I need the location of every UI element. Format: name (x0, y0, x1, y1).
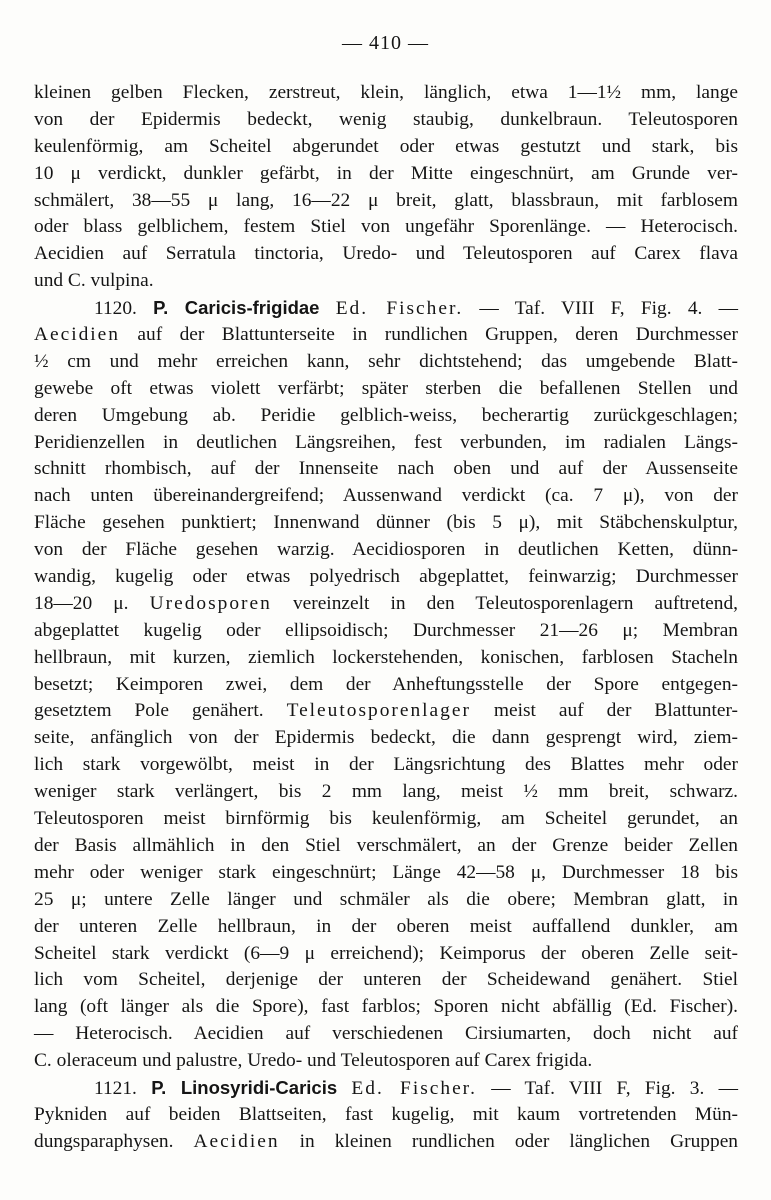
text-line: kleinen gelben Flecken, zerstreut, klein, länglich, etwa 1—1½ mm, lange (34, 82, 738, 103)
text-line: deren Umgebung ab. Peridie gelblich-weiss, becherartig zurückgeschlagen; (34, 404, 738, 426)
text-line: Aecidien auf der Blattunterseite in rundlichen Gruppen, deren Durchmesser (34, 324, 738, 346)
text-line: oder blass gelblichem, festem Stiel von ungefähr Sporenlänge. — Heterocisch. (34, 216, 738, 238)
text-line: wandig, kugelig oder etwas polyedrisch abgeplattet, feinwarzig; Durchmesser (34, 566, 738, 588)
text-line: C. oleraceum und palustre, Uredo- und Teleutosporen auf Carex frigida. (34, 1050, 593, 1072)
text-line: Aecidien auf Serratula tinctoria, Uredo- und Teleutosporen auf Carex flava (34, 243, 738, 265)
text-line: hellbraun, mit kurzen, ziemlich lockerstehenden, konischen, farblosen Stacheln (34, 646, 738, 668)
plate-reference: — Taf. VIII F, Fig. 4. — (479, 298, 738, 320)
text-line: lang (oft länger als die Spore), fast farblos; Sporen nicht abfällig (Ed. Fischer). (34, 996, 738, 1018)
text-line: besetzt; Keimporen zwei, dem der Anheftungsstelle der Spore entgegen- (34, 673, 738, 695)
term-aecidien: Aecidien (34, 324, 120, 346)
text-line: von der Epidermis bedeckt, wenig staubig, dunkelbraun. Teleutosporen (34, 108, 738, 130)
entry-1121-heading (34, 1075, 738, 1102)
text-line: 18—20 μ. Uredosporen vereinzelt in den Teleutosporenlagern auftretend, (34, 592, 739, 614)
text-line: nach unten übereinandergreifend; Aussenwand verdickt (ca. 7 μ), von der (34, 485, 738, 507)
entry-number: 1121. (94, 1077, 137, 1099)
text-line: — Heterocisch. Aecidien auf verschiedenen Cirsiumarten, doch nicht auf (34, 1023, 738, 1045)
body-text (34, 80, 738, 1156)
text-line: ½ cm und mehr erreichen kann, sehr dichtstehend; das umgebende Blatt- (34, 350, 738, 372)
entry-1120-heading (34, 295, 738, 322)
plate-reference: — Taf. VIII F, Fig. 3. — (491, 1077, 738, 1099)
text-line: und C. vulpina. (34, 270, 154, 292)
term-teleutosporenlager: Teleutosporenlager (286, 700, 471, 722)
text-line: schnitt rhombisch, auf der Innenseite nach oben und auf der Aussenseite (34, 458, 738, 480)
text-line: der Basis allmählich in den Stiel verschmälert, an der Grenze beider Zellen (34, 834, 738, 856)
text-line: mehr oder weniger stark eingeschnürt; Länge 42—58 μ, Durchmesser 18 bis (34, 861, 738, 883)
term-uredosporen: Uredosporen (149, 592, 272, 614)
text-line: schmälert, 38—55 μ lang, 16—22 μ breit, glatt, blassbraun, mit farblosem (34, 189, 738, 211)
entry-number: 1120. (94, 298, 137, 320)
species-name: P. Caricis-frigidae (153, 297, 320, 319)
species-name: P. Linosyridi-Caricis (151, 1076, 338, 1098)
text-line: von der Fläche gesehen warzig. Aecidiosporen in deutlichen Ketten, dünn- (34, 539, 738, 561)
text-line: Peridienzellen in deutlichen Längsreihen, fest verbunden, im radialen Längs- (34, 431, 738, 453)
text-line: gewebe oft etwas violett verfärbt; später sterben die befallenen Stellen und (34, 377, 738, 399)
page-number: — 410 — (342, 32, 429, 54)
text-line: lich vom Scheitel, derjenige der unteren der Scheidewand genähert. Stiel (34, 969, 738, 991)
text-line: keulenförmig, am Scheitel abgerundet oder etwas gestutzt und stark, bis (34, 135, 738, 157)
text-line: 25 μ; untere Zelle länger und schmäler als die obere; Membran glatt, in (34, 888, 738, 910)
text-line: dungsparaphysen. Aecidien in kleinen rundlichen oder länglichen Gruppen (34, 1130, 738, 1152)
text-line: Scheitel stark verdickt (6—9 μ erreichend); Keimporus der oberen Zelle seit- (34, 942, 738, 964)
author: Ed. Fischer. (335, 298, 464, 320)
text-line: lich stark vorgewölbt, meist in der Längsrichtung des Blattes mehr oder (34, 754, 738, 776)
author: Ed. Fischer. (351, 1077, 477, 1099)
text-line: gesetztem Pole genähert. Teleutosporenlager meist auf der Blattunter- (34, 700, 739, 722)
text-line: Teleutosporen meist birnförmig bis keulenförmig, am Scheitel gerundet, an (34, 808, 738, 830)
text-line: Fläche gesehen punktiert; Innenwand dünner (bis 5 μ), mit Stäbchenskulptur, (34, 512, 738, 534)
text-line: der unteren Zelle hellbraun, in der oberen meist auffallend dunkler, am (34, 915, 738, 937)
term-aecidien: Aecidien (193, 1130, 280, 1152)
text-line: abgeplattet kugelig oder ellipsoidisch; Durchmesser 21—26 μ; Membran (34, 619, 738, 641)
text-line: Pykniden auf beiden Blattseiten, fast kugelig, mit kaum vortretenden Mün- (34, 1103, 738, 1125)
text-line: weniger stark verlängert, bis 2 mm lang, meist ½ mm breit, schwarz. (34, 781, 738, 803)
text-line: seite, anfänglich von der Epidermis bedeckt, die dann gesprengt wird, ziem- (34, 727, 738, 749)
text-line: 10 μ verdickt, dunkler gefärbt, in der Mitte eingeschnürt, am Grunde ver- (34, 162, 738, 184)
